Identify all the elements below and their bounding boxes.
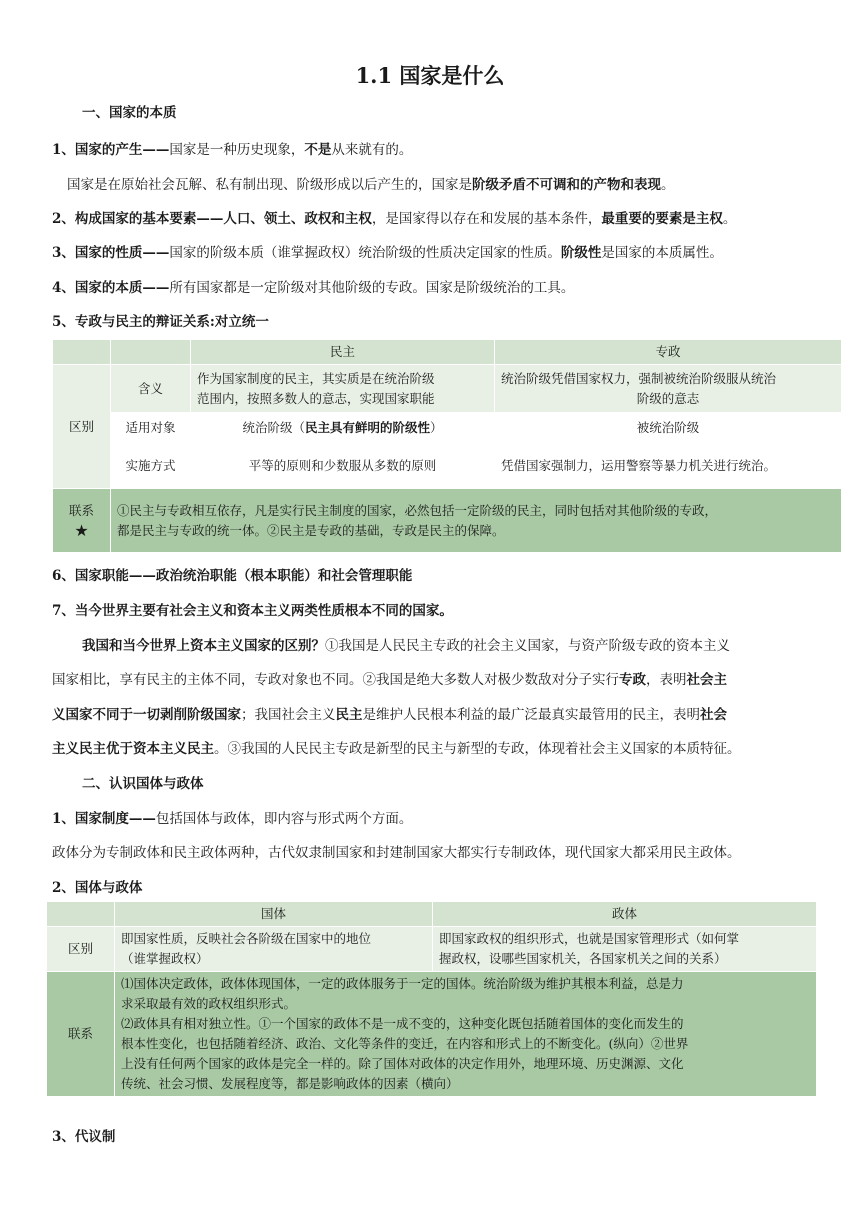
table2-zhengti	[433, 927, 817, 972]
para-l2b: 专政	[619, 672, 646, 688]
q1-b: 包括国体与政体，即内容与形式两个方面。	[155, 811, 413, 827]
q1-a: 1、国家制度——	[52, 811, 156, 827]
para-l4b: 。③我国的人民民主专政是新型的民主与新型的专政，体现着社会主义国家的本质特征。	[214, 741, 741, 757]
para-l4a: 主义民主优于资本主义民主	[52, 741, 214, 757]
table1-lianxi-text: 联系	[68, 502, 94, 518]
democracy-dictatorship-table	[52, 339, 842, 553]
table2-lianxi-line2: 求采取最有效的政权组织形式。	[121, 996, 297, 1011]
table1-header-minzhu: 民主	[191, 340, 495, 365]
table2-zhengti-line2: 握政权，设哪些国家机关，各国家机关之间的关系）	[439, 951, 727, 966]
para-line-3	[52, 705, 727, 725]
p3-b: 国家的阶级本质（谁掌握政权）统治阶级的性质决定国家的性质。	[169, 245, 561, 261]
paragraph-3	[52, 243, 723, 263]
p2-b: ，是国家得以存在和发展的基本条件，	[371, 211, 602, 227]
p1-c: 不是	[304, 142, 332, 158]
p2-a: 2、构成国家的基本要素——人口、领土、政权和主权	[52, 211, 372, 227]
state-system-table	[46, 901, 817, 1097]
table1-row1-label: 含义	[111, 365, 191, 413]
para-l2d: 社会主	[686, 672, 727, 688]
q-paragraph-1b: 政体分为专制政体和民主政体两种，古代奴隶制国家和封建制国家大都实行专制政体，现代国家大都采用民主政体。	[52, 845, 741, 861]
para-line-1	[82, 636, 730, 656]
table2-qubie: 区别	[47, 927, 115, 972]
table1-row1-minzhu-line2: 范围内，按照多数人的意志，实现国家职能	[197, 390, 435, 406]
paragraph-5: 5、专政与民主的辩证关系:对立统一	[52, 314, 269, 330]
table1-row3-zhuanzheng: 凭借国家强制力，运用警察等暴力机关进行统治。	[495, 443, 842, 489]
p1b-c: 。	[661, 177, 675, 193]
table2-lianxi-line1: ⑴国体决定政体，政体体现国体，一定的政体服务于一定的国体。统治阶级为维护其根本利益，总是力	[121, 976, 684, 991]
table2-lianxi-line6: 传统、社会习惯、发展程度等，都是影响政体的因素（横向）	[121, 1076, 459, 1091]
para-l3c: 民主	[335, 707, 363, 723]
table1-row1-minzhu	[191, 365, 495, 413]
para-line-2	[52, 670, 727, 690]
table1-row2-zhuanzheng: 被统治阶级	[495, 413, 842, 443]
para-l1b: ①我国是人民民主专政的社会主义国家，与资产阶级专政的资本主义	[325, 638, 730, 654]
section-heading-2: 二、认识国体与政体	[82, 776, 204, 792]
table2-guoti-line2: （谁掌握政权）	[121, 951, 209, 966]
table2-header-guoti: 国体	[115, 902, 433, 927]
table1-row2-minzhu	[191, 413, 495, 443]
p4-a: 4、国家的本质——	[52, 280, 170, 296]
para-l2c: ，表明	[646, 672, 687, 688]
p2-c: 最重要的要素是主权	[601, 211, 723, 227]
table2-lianxi-line3: ⑵政体具有相对独立性。①一个国家的政体不是一成不变的，这种变化既包括随着国体的变化而发生的	[121, 1016, 684, 1031]
paragraph-1b	[67, 175, 675, 195]
p4-b: 所有国家都是一定阶级对其他阶级的专政。国家是阶级统治的工具。	[169, 280, 575, 296]
paragraph-4	[52, 278, 574, 298]
table1-lianxi-label	[53, 489, 111, 553]
q-paragraph-1	[52, 809, 412, 829]
para-l3b: ；我国社会主义	[241, 707, 336, 723]
table1-corner-2	[111, 340, 191, 365]
table2-corner	[47, 902, 115, 927]
p1b-b: 阶级矛盾不可调和的产物和表现	[472, 177, 661, 193]
table2-lianxi-content	[115, 972, 817, 1097]
p1-b: 国家是一种历史现象，	[169, 142, 305, 158]
table2-guoti-line1: 即国家性质，反映社会各阶级在国家中的地位	[121, 931, 372, 946]
page-title: 1.1 国家是什么	[355, 63, 505, 88]
table2-header-zhengti: 政体	[433, 902, 817, 927]
table2-lianxi-label: 联系	[47, 972, 115, 1097]
table1-corner-1	[53, 340, 111, 365]
section-heading-1: 一、国家的本质	[82, 105, 177, 121]
table1-row1-zhuan-line1: 统治阶级凭借国家权力，强制被统治阶级服从统治	[501, 370, 777, 386]
para-l2a: 国家相比，享有民主的主体不同，专政对象也不同。②我国是绝大多数人对极少数敌对分子实行	[52, 672, 619, 688]
table1-row1-zhuan-line2: 阶级的意志	[636, 390, 700, 406]
table2-lianxi-line4: 根本性变化，也包括随着经济、政治、文化等条件的变迁，在内容和形式上的不断变化。(纵向）②世界	[121, 1036, 689, 1051]
paragraph-1	[52, 140, 412, 160]
table2-guoti	[115, 927, 433, 972]
para-l3d: 是维护人民根本利益的最广泛最真实最管用的民主，表明	[362, 707, 700, 723]
table1-row3-label: 实施方式	[111, 443, 191, 489]
p3-a: 3、国家的性质——	[52, 245, 170, 261]
table2-zhengti-line1: 即国家政权的组织形式，也就是国家管理形式（如何掌	[439, 931, 740, 946]
table1-row3-minzhu: 平等的原则和少数服从多数的原则	[191, 443, 495, 489]
para-l1a: 我国和当今世界上资本主义国家的区别？	[82, 638, 325, 654]
table1-lianxi-content	[111, 489, 842, 553]
table1-lianxi-line1: ①民主与专政相互依存，凡是实行民主制度的国家，必然包括一定阶级的民主，同时包括对其他阶级的专政，	[117, 502, 718, 518]
table1-header-zhuanzheng: 专政	[495, 340, 842, 365]
table1-row2-minzhu-a: 统治阶级（	[242, 419, 305, 435]
para-l3e: 社会	[700, 707, 727, 723]
p1-a: 1、国家的产生——	[52, 142, 170, 158]
q-paragraph-2: 2、国体与政体	[52, 880, 143, 896]
p2-d: 。	[722, 211, 737, 227]
para-l3a: 义国家不同于一切剥削阶级国家	[52, 707, 241, 723]
table1-lianxi-line2: 都是民主与专政的统一体。②民主是专政的基础，专政是民主的保障。	[117, 522, 505, 538]
table1-row1-zhuanzheng	[495, 365, 842, 413]
para-line-4	[52, 739, 741, 759]
star-icon: ★	[74, 520, 89, 540]
table1-qubie: 区别	[53, 365, 111, 489]
paragraph-7: 7、当今世界主要有社会主义和资本主义两类性质根本不同的国家。	[52, 603, 453, 619]
table1-row2-minzhu-b: 民主具有鲜明的阶级性	[304, 419, 430, 435]
q-paragraph-3: 3、代议制	[52, 1129, 116, 1145]
table1-row1-minzhu-line1: 作为国家制度的民主，其实质是在统治阶级	[197, 370, 435, 386]
p3-c: 阶级性	[560, 245, 602, 261]
table1-row2-minzhu-c: ）	[430, 419, 443, 435]
paragraph-6: 6、国家职能——政治统治职能（根本职能）和社会管理职能	[52, 568, 413, 584]
p3-d: 是国家的本质属性。	[601, 245, 723, 261]
p1b-a: 国家是在原始社会瓦解、私有制出现、阶级形成以后产生的，国家是	[67, 177, 472, 193]
p1-d: 从来就有的。	[331, 142, 413, 158]
paragraph-2	[52, 209, 736, 229]
table1-row2-label: 适用对象	[111, 413, 191, 443]
table2-lianxi-line5: 上没有任何两个国家的政体是完全一样的。除了国体对政体的决定作用外，地理环境、历史渊源、文化	[121, 1056, 684, 1071]
